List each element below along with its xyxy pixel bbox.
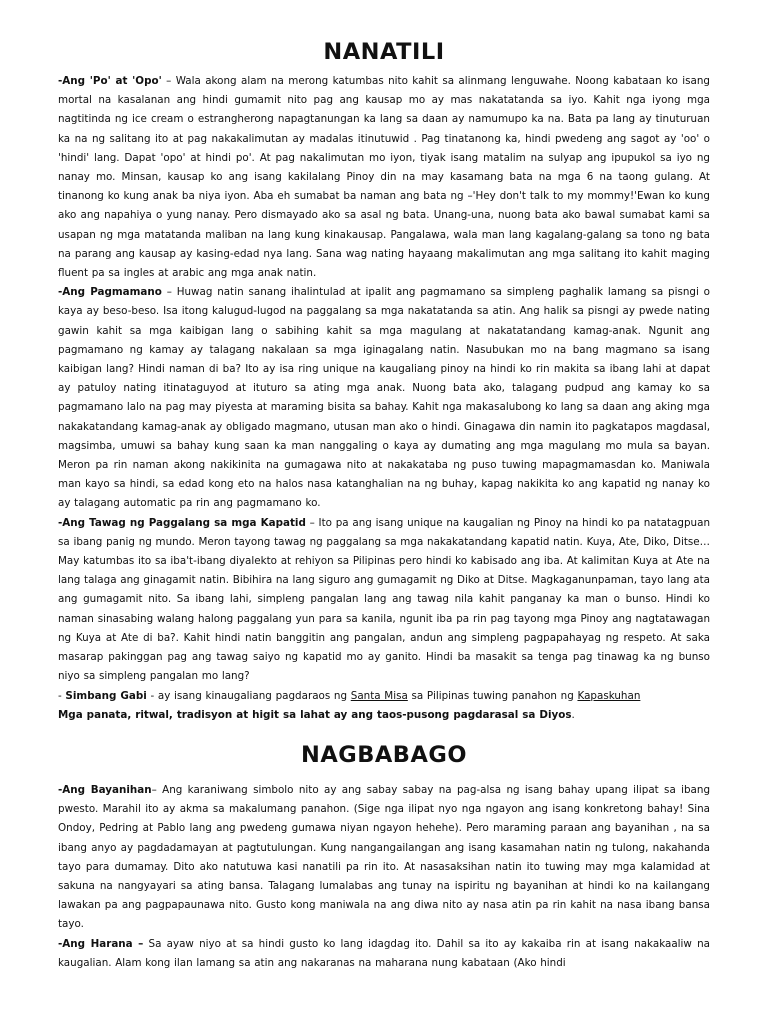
entry-label: -Ang Harana – xyxy=(58,937,144,950)
entry-text: - ay isang kinaugaliang pagdaraos ng xyxy=(146,689,351,702)
link-santa-misa[interactable]: Santa Misa xyxy=(350,689,408,702)
entry-label: -Ang 'Po' at 'Opo' xyxy=(58,75,162,87)
entry-prefix: - xyxy=(58,689,66,702)
link-kapaskuhan[interactable]: Kapaskuhan xyxy=(577,689,641,702)
entry-harana xyxy=(58,935,710,973)
entry-bayanihan xyxy=(58,781,710,935)
entry-text: sa Pilipinas tuwing panahon ng xyxy=(407,689,578,702)
section-title-nagbabago: NAGBABAGO xyxy=(301,741,467,768)
bold-statement: Mga panata, ritwal, tradisyon at higit sa lahat ay ang taos-pusong pagdarasal sa Diyos xyxy=(58,708,572,721)
section-title-nanatili: NANATILI xyxy=(323,39,445,65)
entry-pagmamano xyxy=(58,283,710,513)
entry-text: – Wala akong alam na merong katumbas nito kahit sa alinmang lenguwahe. Noong kabataan ko isang mortal na kasalanan ang hindi gumamit nito pag ang kausap mo ay mas nakatatanda sa iyo. Kahit nga iyong mga nagtitinda ng ice cream o estrangherong napagtanungan ka lang sa daan ay namumupo ka na. Bata pa lang ay tinuturuan ka na ng salitang ito at pag nakakalimutan ay madalas itinutuwid . Pag tinatanong ka, hindi pwedeng ang sagot ay 'oo' o 'hindi' lang. Dapat 'opo' at hindi po'. At pag nakalimutan mo iyon, tiyak isang matalim na sulyap ang ipupukol sa iyo ng nanay mo. Minsan, kausap ko ang isang kakilalang Pinoy din na may kasamang bata na mga 6 na taong gulang. At tinanong ko kung anak ba niya iyon. Aba eh sumabat ba naman ang bata ng –'Hey don't talk to my mommy!'Ewan ko kung ako ang napahiya o yung nanay. Pero dismayado ako sa asal ng bata. Unang-una, nuong bata ako bawal sumabat kami sa usapan ng mga matatanda maliban na lang kung kinakausap. Pangalawa, wala man lang kagalang-galang sa tono ng bata na parang ang kausap ay kasing-edad nya lang. Sana wag nating hayaang makalimutan ang mga salitang ito kahit maging fluent pa sa ingles at arabic ang mga anak natin. xyxy=(58,75,710,280)
entry-simbang-gabi xyxy=(58,687,710,725)
entry-text: – Huwag natin sanang ihalintulad at ipalit ang pagmamano sa simpleng paghalik lamang sa pisngi o kaya ay beso-beso. Isa itong kalugud-lugod na paggalang sa mga nakatatanda sa atin. Ang halik sa pisngi ay pwede nating gawin kahit sa mga kaibigan lang o sabihing kahit sa mga magulang at nakatatandang kamag-anak. Ngunit ang pagmamano ng kamay ay talagang nakalaan sa mga iginagalang natin. Nasubukan mo na bang magmano sa isang kaibigan lang? Hindi naman di ba? Ito ay isa ring unique na kaugaliang pinoy na hindi ko rin makita sa ibang lahi at dapat ay patuloy nating itinataguyod at ituturo sa ating mga anak. Nuong bata ako, talagang pudpud ang kamay ko sa pagmamano lalo na pag may piyesta at maraming bisita sa bahay. Kahit nga makasalubong ko lang sa daan ang aking mga nakakatandang kamag-anak ay obligado magmano, utusan man ako o hindi. Ginagawa din namin ito pagkatapos magdasal, magsimba, umuwi sa bahay kung saan ka man nanggaling o kaya ay dumating ang mga magulang mo mula sa bayan. Meron pa rin naman akong nakikinita na gumagawa nito at nakakataba ng puso tuwing mapagmamasdan ko. Maniwala man kayo sa hindi, sa edad kong eto na halos nasa katanghalian na ng buhay, kapag nakikita ko ang kapatid ng nanay ko ay talagang automatic pa rin ang pagmamano ko. xyxy=(58,286,710,510)
entry-label: -Ang Pagmamano xyxy=(58,286,162,299)
entry-text: Sa ayaw niyo at sa hindi gusto ko lang idagdag ito. Dahil sa ito ay kakaiba rin at isang nakakaaliw na kaugalian. Alam kong ilan lamang sa atin ang nakaranas na maharana nung kabataan (Ako hindi xyxy=(58,937,710,969)
entry-tawag-ng-paggalang xyxy=(58,514,710,687)
entry-po-opo xyxy=(58,72,710,283)
entry-label: Simbang Gabi xyxy=(65,689,147,702)
entry-text: – Ito pa ang isang unique na kaugalian ng Pinoy na hindi ko pa natatagpuan sa ibang panig ng mundo. Meron tayong tawag ng paggalang sa mga nakakatandang kapatid natin. Kuya, Ate, Diko, Ditse…May katumbas ito sa iba't-ibang diyalekto at rehiyon sa Pilipinas pero hindi ko kabisado ang iba. At kalimitan Kuya at Ate na lang talaga ang ginagamit natin. Bibihira na lang siguro ang gumagamit ng Diko at Ditse. Magkaganunpaman, tayo lang ata ang gumagamit nito. Sa ibang lahi, simpleng pangalan lang ang tawag nila kahit panganay ka man o bunso. Hindi ko naman sinasabing walang halong paggalang yun para sa kanila, ngunit iba pa rin pag tayong mga Pinoy ang nagtatawagan ng Kuya at Ate di ba?. Kahit hindi natin banggitin ang pangalan, andun ang simpleng pagpapahayag ng respeto. At saka masarap pakinggan pag ang tawag saiyo ng kapatid mo ay ganito. Hindi ba masakit sa tenga pag tinawag ka ng bunso niyo sa simpleng pangalan mo lang? xyxy=(58,516,711,683)
entry-label: -Ang Tawag ng Paggalang sa mga Kapatid xyxy=(58,516,306,529)
entry-end: . xyxy=(571,708,575,721)
entry-label: -Ang Bayanihan xyxy=(58,783,152,796)
entry-text: – Ang karaniwang simbolo nito ay ang sabay sabay na pag-alsa ng isang bahay upang ilipat sa ibang pwesto. Marahil ito ay akma sa makalumang panahon. (Sige nga ilipat nyo nga ngayon ang isang konkretong bahay! Sina Ondoy, Pedring at Pablo lang ang pwedeng gumawa niyan ngayon hehehe). Pero maraming paraan ang bayanihan , na sa ibang anyo ay pagdadamayan at pagtutulungan. Kung nangangailangan ang isang kasamahan natin ng tulong, nakahanda tayo para dumamay. Dito ako natutuwa kasi nanatili pa rin ito. At nasasaksihan natin ito tuwing may mga kalamidad at sakuna na nangyayari sa ating bansa. Talagang lumalabas ang tunay na ispiritu ng bayanihan at hindi ko na kailangang lawakan pa ang pagpapaunawa nito. Gusto kong maniwala na ang diwa nito ay nasa atin pa rin kahit na nasa ibang bansa tayo. xyxy=(58,783,711,931)
